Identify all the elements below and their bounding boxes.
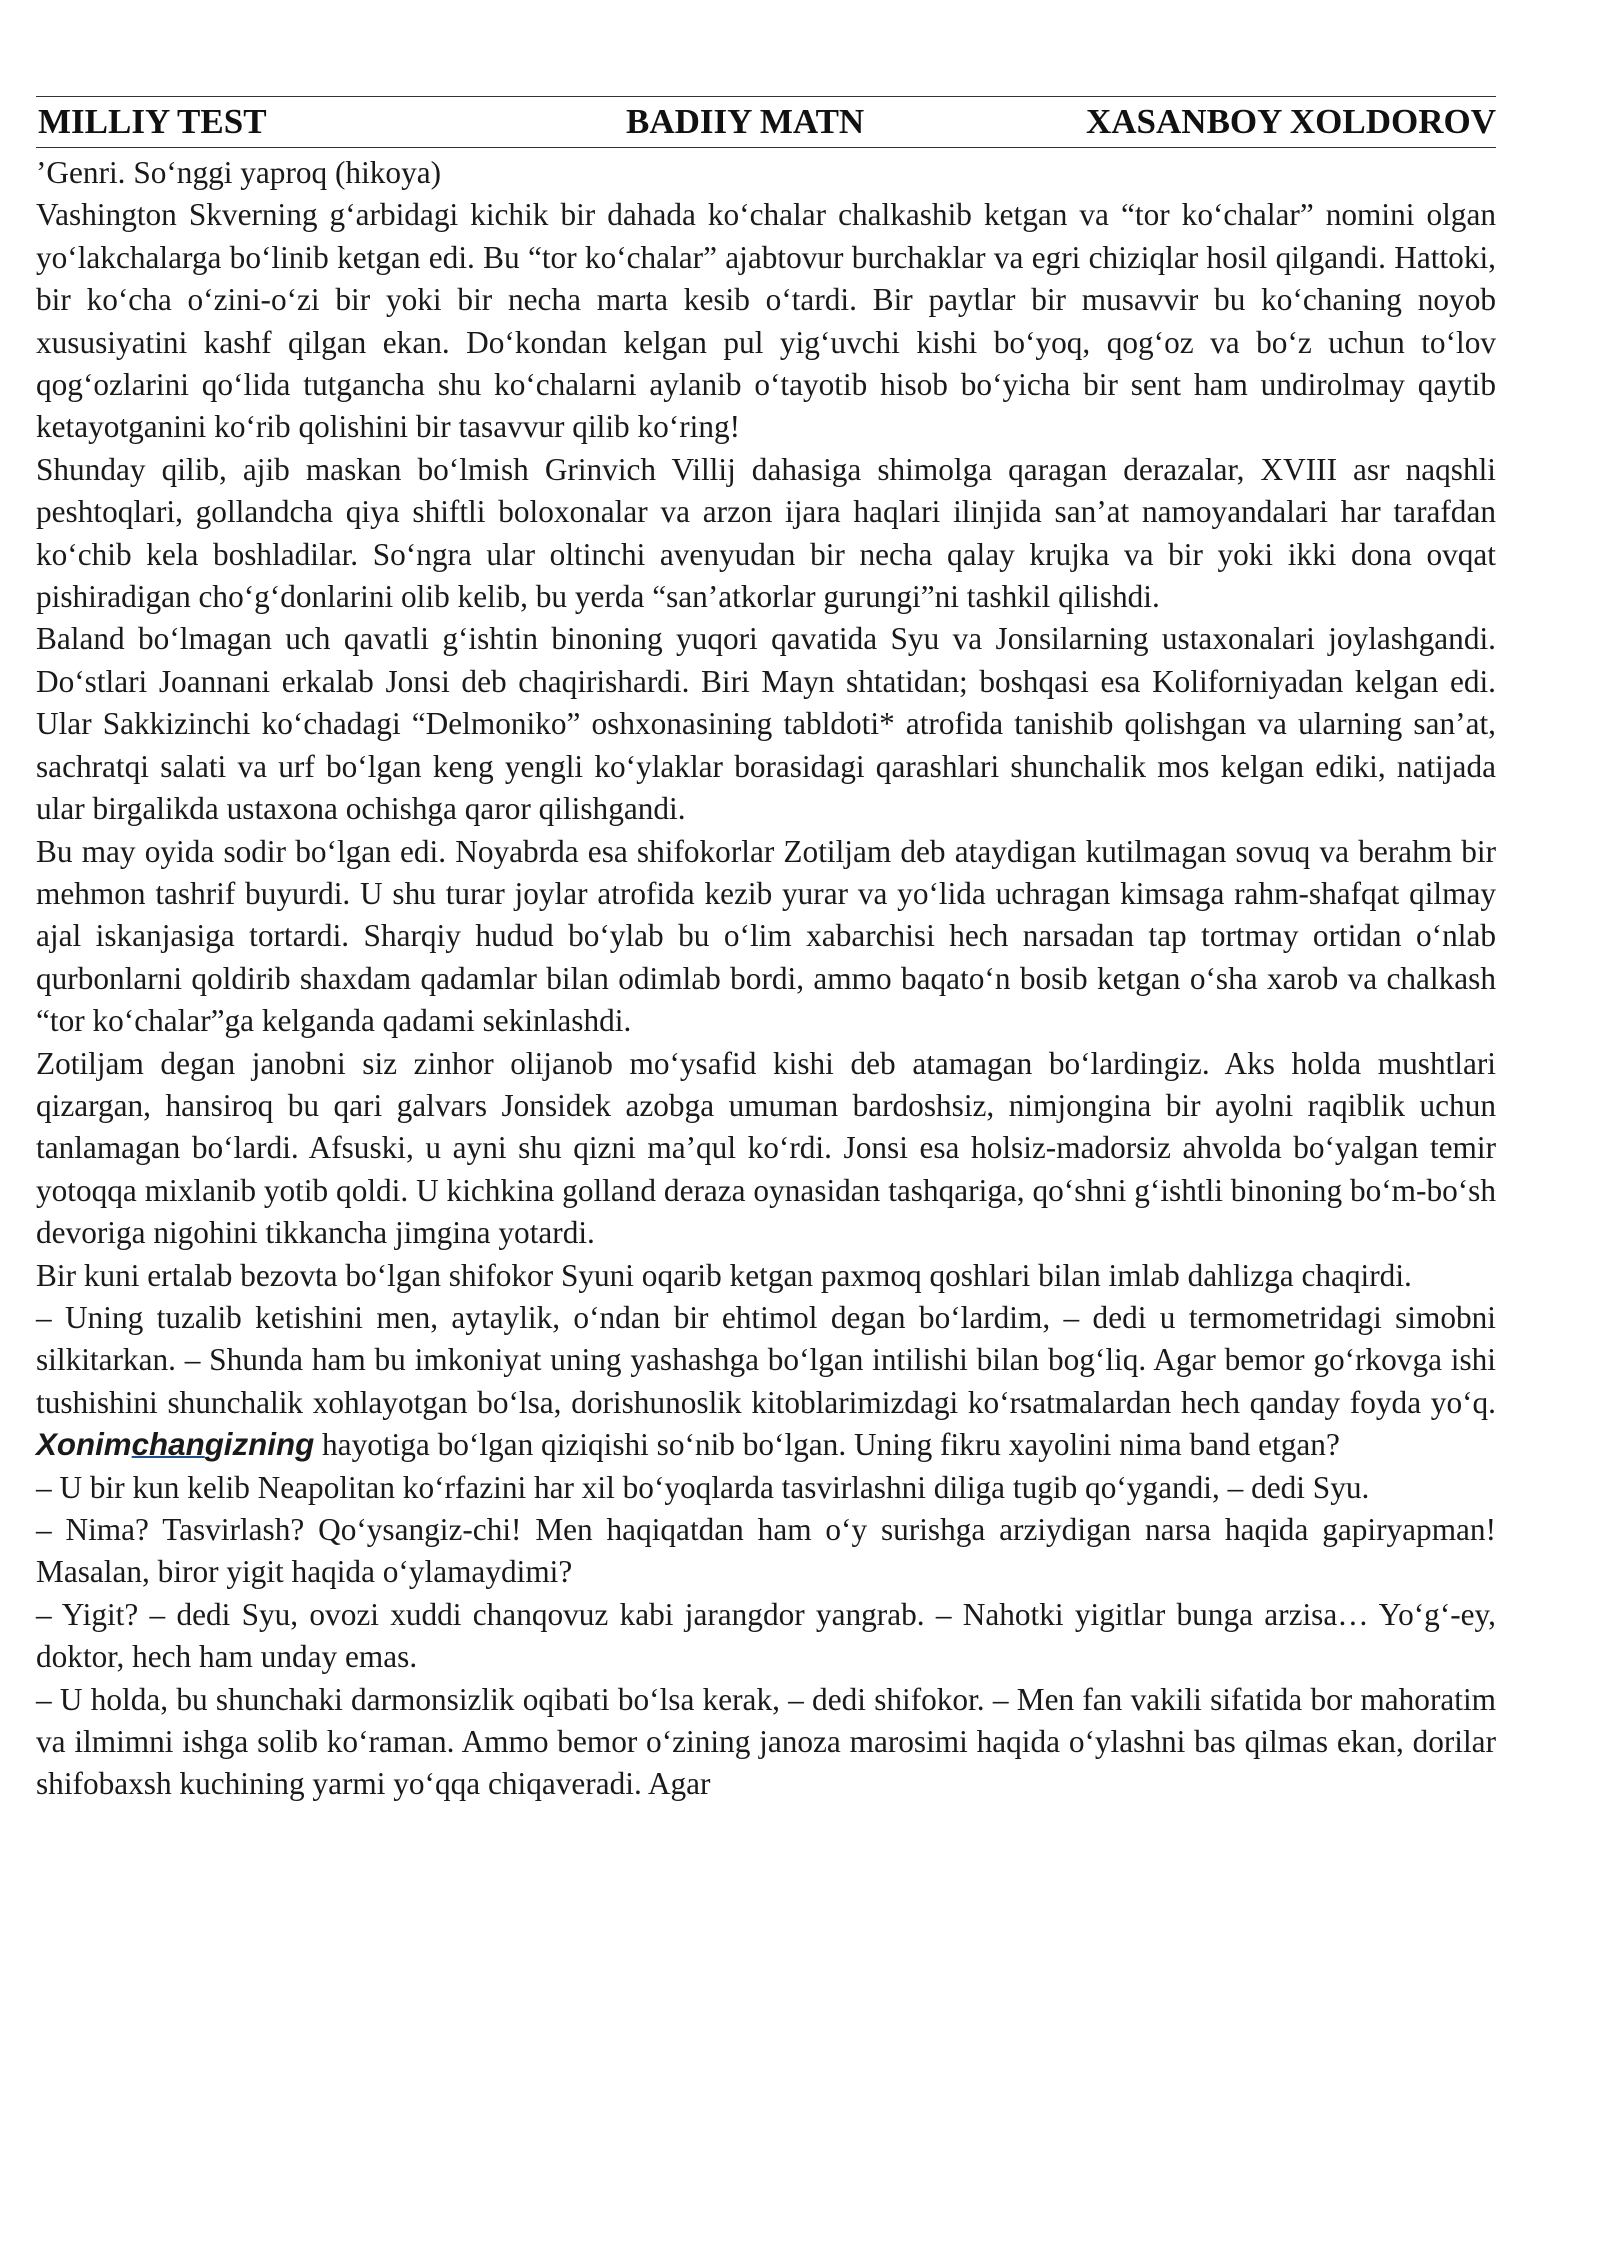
story-title: ’Genri. So‘nggi yaproq (hikoya) xyxy=(36,155,442,190)
paragraph-5: Zotiljam degan janobni siz zinhor olijanob mo‘ysafid kishi deb atamagan bo‘lardingiz. Aks holda mushtlari qizargan, hansiroq bu qari galvars Jonsidek azobga umuman bardoshsiz, nimjongina bir ayolni raqiblik uchun tanlamagan bo‘lardi. Afsuski, u ayni shu qizni ma’qul ko‘rdi. Jonsi esa holsiz-madorsiz ahvolda bo‘yalgan temir yotoqqa mixlanib yotib qoldi. U kichkina golland deraza oynasidan tashqariga, qo‘shni g‘ishtli binoning bo‘m-bo‘sh devoriga nigohini tikkancha jimgina yotardi. xyxy=(36,1045,1496,1251)
highlighted-word-part-1: Xonim xyxy=(36,1427,132,1463)
header-right: XASANBOY XOLDOROV xyxy=(1086,102,1496,141)
document-page xyxy=(36,96,1496,1806)
dialog-line-4: – U holda, bu shunchaki darmonsizlik oqibati bo‘lsa kerak, – dedi shifokor. – Men fan vakili sifatida bor mahoratim va ilmimni ishga solib ko‘raman. Ammo bemor o‘zining janoza marosimi haqida o‘ylashni bas qilmas ekan, dorilar shifobaxsh kuchining yarmi yo‘qqa chiqaveradi. Agar xyxy=(36,1681,1496,1802)
paragraph-6: Bir kuni ertalab bezovta bo‘lgan shifokor Syuni oqarib ketgan paxmoq qoshlari bilan imlab dahlizga chaqirdi. xyxy=(36,1257,1412,1293)
highlighted-word xyxy=(36,1427,314,1462)
dialog-line-1: – U bir kun kelib Neapolitan ko‘rfazini har xil bo‘yoqlarda tasvirlashni diliga tugib qo‘ygandi, – dedi Syu. xyxy=(36,1469,1370,1505)
paragraph-3: Baland bo‘lmagan uch qavatli g‘ishtin binoning yuqori qavatida Syu va Jonsilarning ustaxonalari joylashgandi. Do‘stlari Joannani erkalab Jonsi deb chaqirishardi. Biri Mayn shtatidan; boshqasi esa Koliforniyadan kelgan edi. Ular Sakkizinchi ko‘chadagi “Delmoniko” oshxonasining tabldoti* atrofida tanishib qolishgan va ularning san’at, sachratqi salati va urf bo‘lgan keng yengli ko‘ylaklar borasidagi qarashlari shunchalik mos kelgan ediki, natijada ular birgalikda ustaxona ochishga qaror qilishgandi. xyxy=(36,621,1496,827)
page-header xyxy=(36,96,1496,148)
paragraph-7-text-before: – Uning tuzalib ketishini men, aytaylik, o‘ndan bir ehtimol degan bo‘lardim, – dedi u termometridagi simobni silkitarkan. – Shunda ham bu imkoniyat uning yashashga bo‘lgan intilishi bilan bog‘liq. Agar bemor go‘rkovga ishi tushishini shunchalik xohlayotgan bo‘lsa, dorishunoslik kitoblarimizdagi ko‘rsatmalardan hech qanday foyda yo‘q. xyxy=(36,1299,1496,1420)
paragraph-7 xyxy=(36,1297,1496,1467)
highlighted-word-part-3: gizning xyxy=(204,1427,315,1463)
paragraph-2: Shunday qilib, ajib maskan bo‘lmish Grinvich Villij dahasiga shimolga qaragan derazalar, XVIII asr naqshli peshtoqlari, gollandcha qiya shiftli boloxonalar va arzon ijara haqlari ilinjida san’at namoyandalari har tarafdan ko‘chib kela boshladilar. So‘ngra ular oltinchi avenyudan bir necha qalay krujka va bir yoki ikki dona ovqat pishiradigan cho‘g‘donlarini olib kelib, bu yerda “san’atkorlar gurungi”ni tashkil qilishdi. xyxy=(36,451,1496,615)
dialog-line-2: – Nima? Tasvirlash? Qo‘ysangiz-chi! Men haqiqatdan ham o‘y surishga arziydigan narsa haqida gapiryapman! Masalan, biror yigit haqida o‘ylamaydimi? xyxy=(36,1512,1496,1590)
dialog-line-3: – Yigit? – dedi Syu, ovozi xuddi chanqovuz kabi jarangdor yangrab. – Nahotki yigitlar bunga arzisa… Yo‘g‘-ey, doktor, hech ham unday emas. xyxy=(36,1596,1496,1675)
story-text xyxy=(36,152,1496,1806)
paragraph-7-text-after: hayotiga bo‘lgan qiziqishi so‘nib bo‘lgan. Uning fikru xayolini nima band etgan? xyxy=(314,1427,1340,1463)
highlighted-word-underlined: chan xyxy=(131,1427,205,1463)
header-left: MILLIY TEST xyxy=(38,102,267,141)
header-center: BADIIY MATN xyxy=(626,102,865,141)
paragraph-1: Vashington Skverning g‘arbidagi kichik bir dahada ko‘chalar chalkashib ketgan va “tor ko‘chalar” nomini olgan yo‘lakchalarga bo‘linib ketgan edi. Bu “tor ko‘chalar” ajabtovur burchaklar va egri chiziqlar hosil qilgandi. Hattoki, bir ko‘cha o‘zini-o‘zi bir yoki bir necha marta kesib o‘tardi. Bir paytlar bir musavvir bu ko‘chaning noyob xususiyatini kashf qilgan ekan. Do‘kondan kelgan pul yig‘uvchi kishi bo‘yoq, qog‘oz va bo‘z uchun to‘lov qog‘ozlarini qo‘lida tutgancha shu ko‘chalarni aylanib o‘tayotib hisob bo‘yicha bir sent ham undirolmay qaytib ketayotganini ko‘rib qolishini bir tasavvur qilib ko‘ring! xyxy=(36,197,1496,445)
paragraph-4: Bu may oyida sodir bo‘lgan edi. Noyabrda esa shifokorlar Zotiljam deb ataydigan kutilmagan sovuq va berahm bir mehmon tashrif buyurdi. U shu turar joylar atrofida kezib yurar va yo‘lida uchragan kimsaga rahm-shafqat qilmay ajal iskanjasiga tortardi. Sharqiy hudud bo‘ylab bu o‘lim xabarchisi hech narsadan tap tortmay ortidan o‘nlab qurbonlarni qoldirib shaxdam qadamlar bilan odimlab bordi, ammo baqato‘n bosib ketgan o‘sha xarob va chalkash “tor ko‘chalar”ga kelganda qadami sekinlashdi. xyxy=(36,833,1496,1039)
